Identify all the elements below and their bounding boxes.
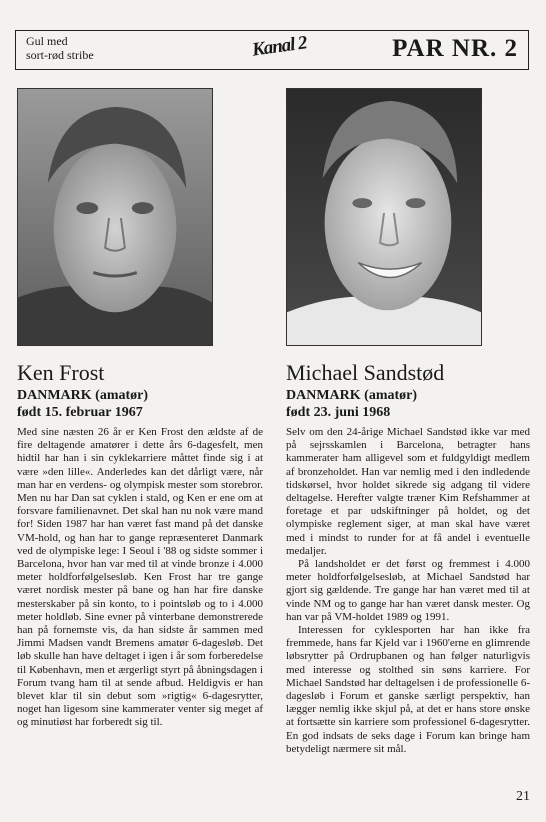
right-column <box>286 360 530 756</box>
ken-frost-photo <box>17 88 213 346</box>
rider-name: Michael Sandstød <box>286 360 445 385</box>
michael-sandstod-photo <box>286 88 482 346</box>
kanal2-logo: Kanal 2 <box>250 32 308 61</box>
bio-paragraph: Med sine næsten 26 år er Ken Frost den ældste af de fire deltagende amatører i dette års 6-dagesfelt, men hidtil har han i sin cyklekarriere måttet finde sig i at være »den lille«. Anderledes kan det dårligt være, når man har en verdens- og olympisk mester som storebror. Men nu har Dan sat cyklen i stald, og Ken er ene om at forsvare familienavnet. Det skal han nu nok være mand for! Siden 1987 har han været fast mand på det danske VM-hold, og han har to gange repræsenteret Danmark ved de olympiske lege: I Seoul i '88 og sidste sommer i Barcelona, hvor han var med til at vinde bronze i 4.000 meter holdforfølgelsesløb. Ken Frost har tre gange været nordisk mester på bane og han har fire danske mesterskaber på sin konto, to i pointsløb og to i 4.000 meter holdløb. Sine evner på vinterbane demonstrerede han på fornemste vis, da han sidste år sammen med Jimmi Madsen vandt Bremens amatør 6-dagesløb. Det løb skulle han have deltaget i igen i år som forberedelse til København, men et ærgerligt styrt på åbningsdagen i Forum tvang ham til at sende afbud. Heldigvis er han blevet klar til sin debut som »rigtig« 6-dagesrytter, noget han ligesom sine kammerater venter sig meget af og minutiøst har forberedt sig til. <box>17 426 263 729</box>
page-number: 21 <box>516 789 530 804</box>
rider-bio <box>286 426 530 756</box>
rider-bio <box>17 426 263 730</box>
jersey-label <box>26 34 94 62</box>
rider-birthdate: født 15. februar 1967 <box>17 405 143 420</box>
jersey-label-line2: sort-rød stribe <box>26 48 94 62</box>
page-header <box>15 30 529 70</box>
rider-country: DANMARK (amatør) <box>17 388 149 403</box>
pair-title: PAR NR. 2 <box>392 35 518 62</box>
bio-paragraph: På landsholdet er det først og fremmest i 4.000 meter holdforfølgelsesløb, at Michael Sandstød har gjort sig gældende. Tre gange har han været med til at vinde NM og to gange har han været dansk mester. Og han var på VM-holdet 1989 og 1991. <box>286 558 530 623</box>
rider-birthdate: født 23. juni 1968 <box>286 405 391 420</box>
bio-paragraph: Interessen for cyklesporten har han ikke fra fremmede, hans far Kjeld var i 1960'erne en glimrende løbsrytter på Ordrupbanen og han følger naturligvis med interesse og stolthed sin søns karriere. For Michael Sandstød har deltagelsen i de professionelle 6-dagesløb i Forum et ganske særligt perspektiv, han lægger nemlig ikke skjul på, at det er hans store ønske at fortsætte sin karriere som professionel 6-dagesrytter. En god indsats de seks dage i Forum kan bringe ham betydeligt nærmere sit mål. <box>286 624 530 755</box>
jersey-label-line1: Gul med <box>26 34 68 48</box>
rider-country: DANMARK (amatør) <box>286 388 418 403</box>
left-column <box>17 360 263 730</box>
bio-paragraph: Selv om den 24-årige Michael Sandstød ikke var med på sejrsskamlen i Barcelona, betragter hans kammerater ham alligevel som et fuldgyldigt medlem af bronzeholdet. Han var nemlig med i den indledende tidskørsel, hvor holdet sikrede sig adgang til videre deltagelse. Herefter valgte træner Kim Refshammer at foretage et par udskiftninger på holdet, og det olympiske reglement siger, at man skal have været med i mindst to runder for at få andel i eventuelle medaljer. <box>286 426 530 557</box>
rider-name: Ken Frost <box>17 360 105 385</box>
